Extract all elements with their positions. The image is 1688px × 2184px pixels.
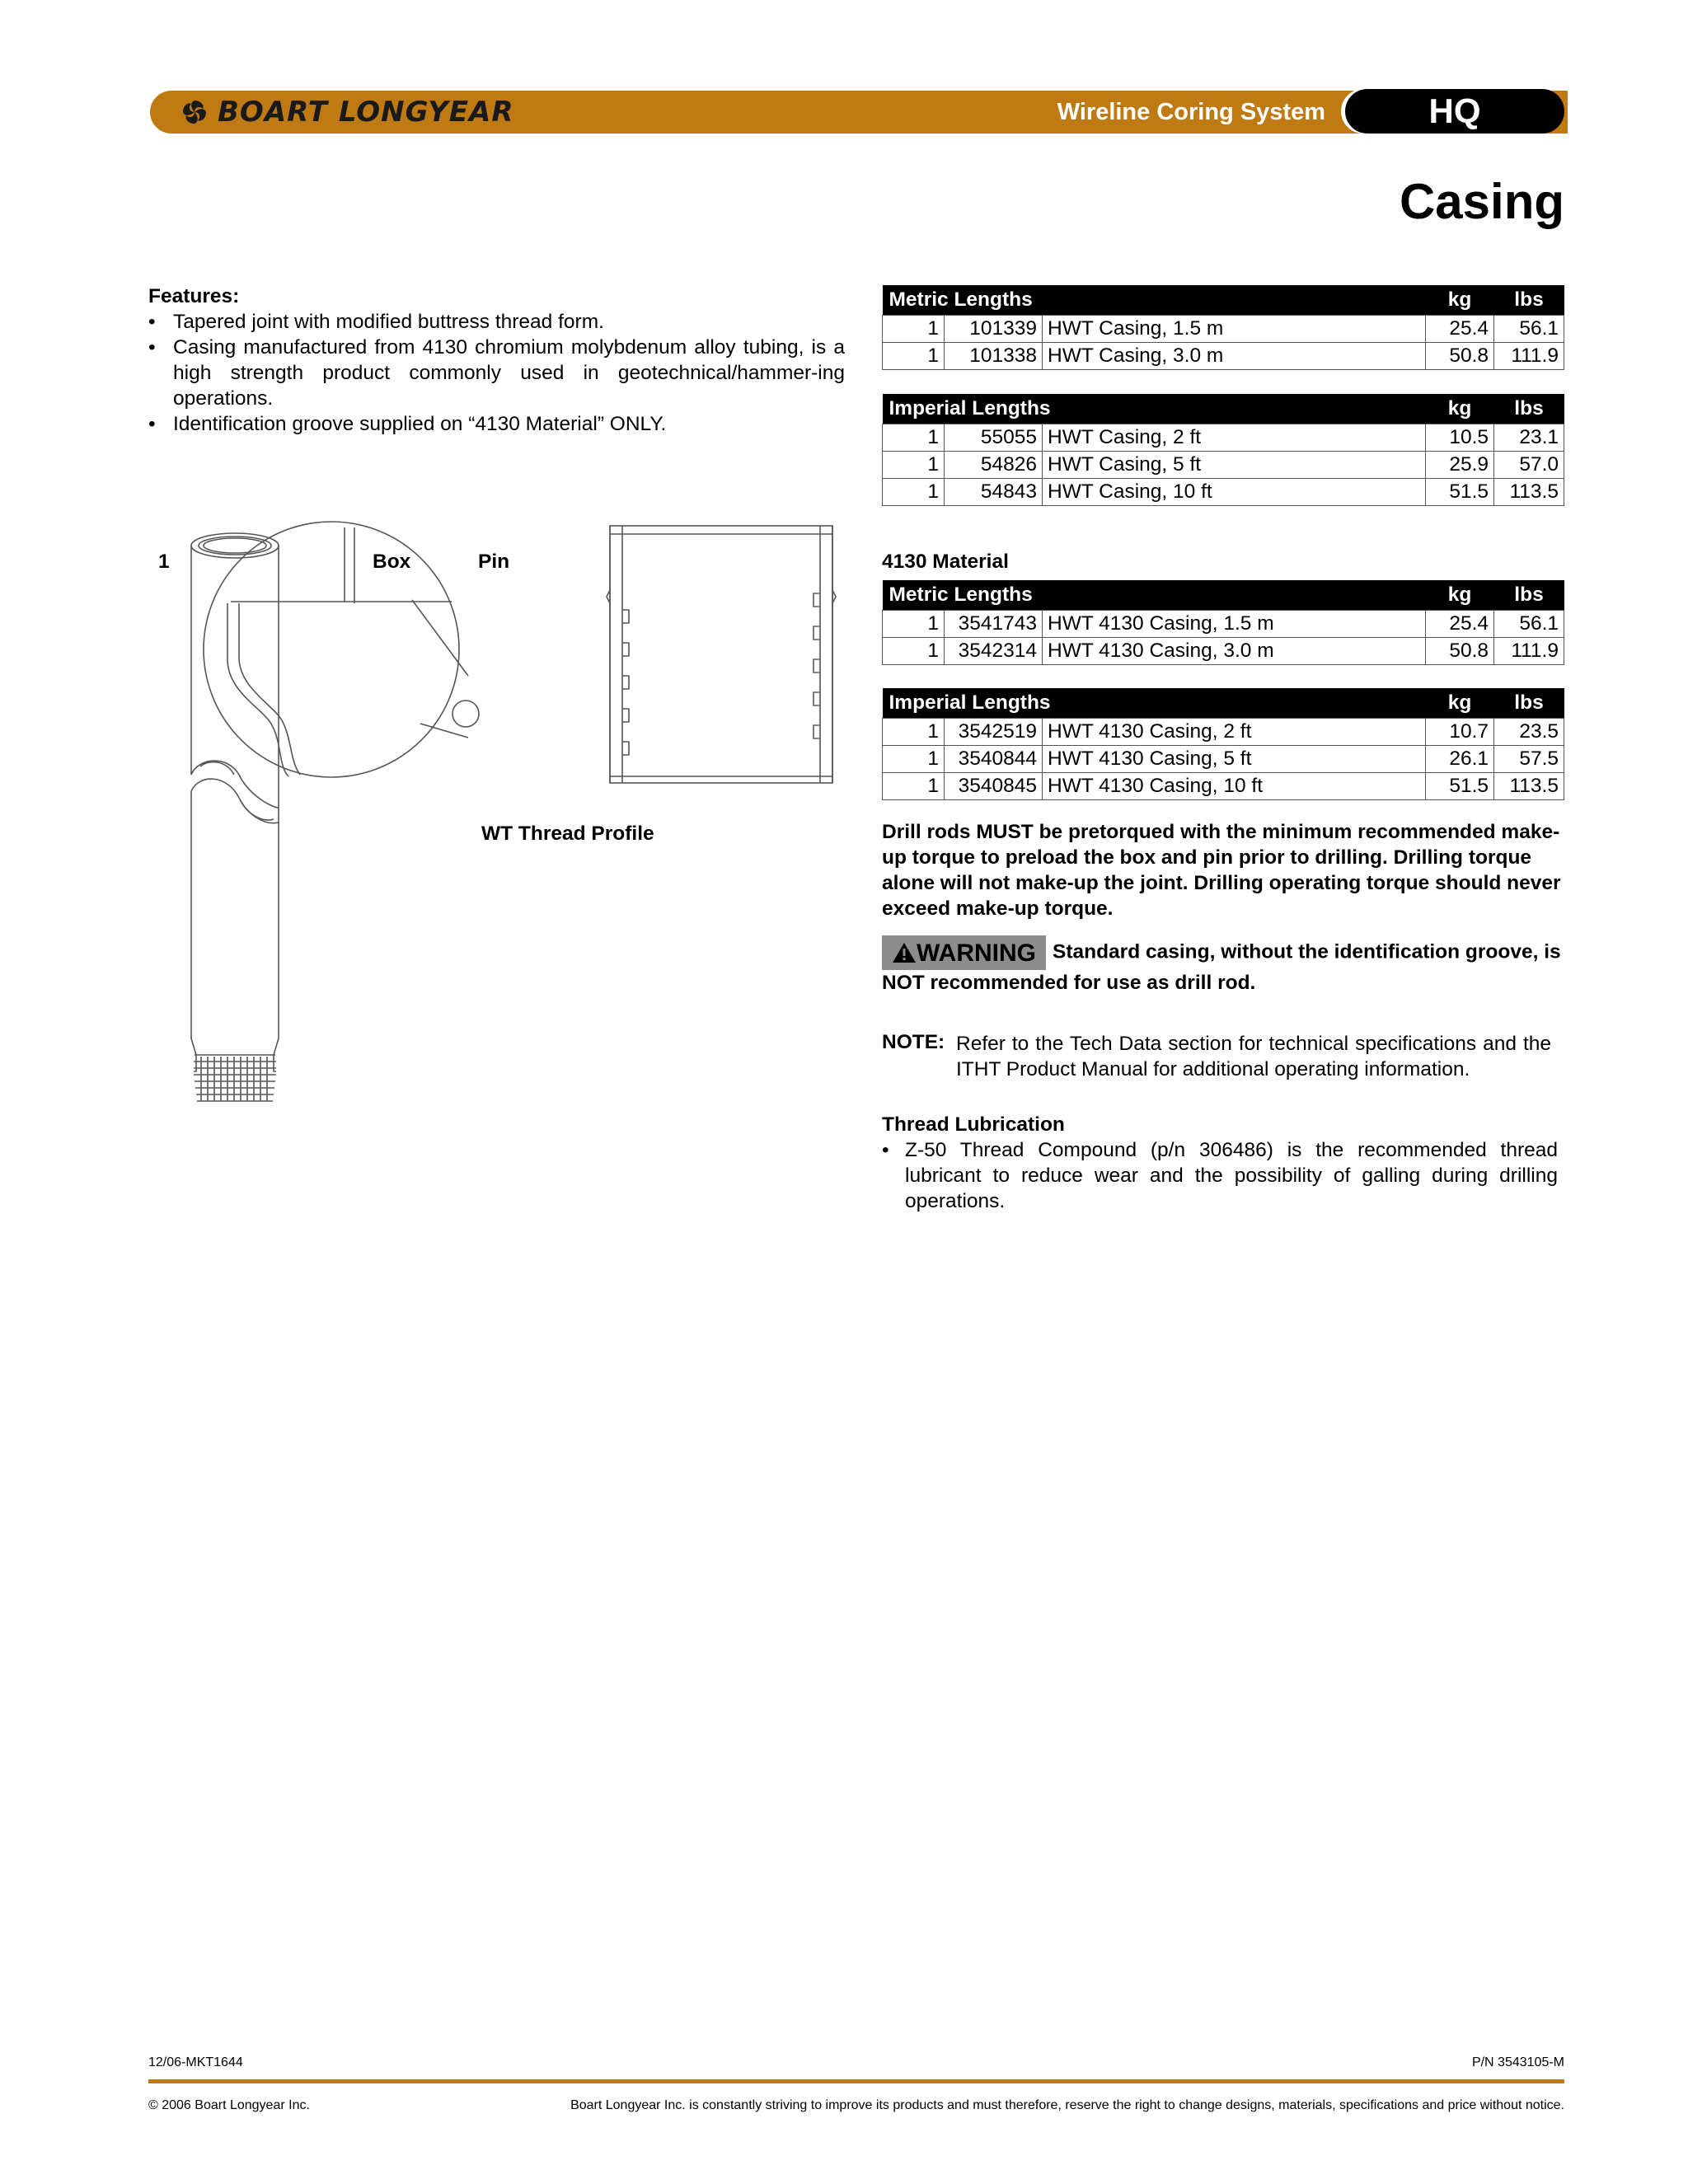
qty-cell: 1: [883, 638, 945, 665]
description-cell: HWT Casing, 5 ft: [1043, 452, 1426, 479]
qty-cell: 1: [883, 424, 945, 452]
description-cell: HWT 4130 Casing, 5 ft: [1043, 746, 1426, 773]
description-cell: HWT Casing, 10 ft: [1043, 479, 1426, 506]
lbs-cell: 111.9: [1494, 343, 1564, 370]
qty-cell: 1: [883, 479, 945, 506]
lbs-cell: 56.1: [1494, 316, 1564, 343]
part-number-cell: 101339: [945, 316, 1043, 343]
thread-profile-caption: WT Thread Profile: [481, 823, 654, 845]
kg-header: kg: [1426, 688, 1494, 719]
table-row: [883, 611, 1564, 638]
copyright: © 2006 Boart Longyear Inc.: [148, 2098, 310, 2112]
part-number: P/N 3543105-M: [1471, 2055, 1564, 2069]
description-cell: HWT Casing, 2 ft: [1043, 424, 1426, 452]
table-row: [883, 479, 1564, 506]
page-title: Casing: [1399, 174, 1564, 229]
note-text: Refer to the Tech Data section for technical specifications and the ITHT Product Manual for additional operating information.: [956, 1033, 1551, 1080]
brand-name: BOART LONGYEAR: [218, 96, 514, 129]
note-label: NOTE:: [882, 1031, 945, 1053]
lbs-header: lbs: [1494, 394, 1564, 424]
lbs-header: lbs: [1494, 285, 1564, 316]
pin-label: Pin: [478, 551, 510, 573]
kg-cell: 50.8: [1426, 638, 1494, 665]
table-row: [883, 638, 1564, 665]
part-number-cell: 55055: [945, 424, 1043, 452]
thread-lubrication-section: [882, 1112, 1558, 1214]
table-row: [883, 452, 1564, 479]
kg-cell: 25.4: [1426, 611, 1494, 638]
lbs-cell: 57.5: [1494, 746, 1564, 773]
qty-cell: 1: [883, 719, 945, 746]
lbs-cell: 113.5: [1494, 773, 1564, 800]
table-row: [883, 424, 1564, 452]
features-heading: Features:: [148, 285, 240, 307]
description-cell: HWT 4130 Casing, 1.5 m: [1043, 611, 1426, 638]
warning-icon: [892, 942, 917, 963]
kg-header: kg: [1426, 580, 1494, 611]
description-cell: HWT Casing, 1.5 m: [1043, 316, 1426, 343]
lbs-header: lbs: [1494, 688, 1564, 719]
table-row: [883, 746, 1564, 773]
brand-logo: [180, 93, 514, 131]
part-number-cell: 3540844: [945, 746, 1043, 773]
imperial-4130-table: [882, 688, 1564, 800]
part-number-cell: 101338: [945, 343, 1043, 370]
part-number-cell: 3540845: [945, 773, 1043, 800]
system-name: Wireline Coring System: [1057, 99, 1325, 125]
table-row: [883, 719, 1564, 746]
part-number-cell: 3541743: [945, 611, 1043, 638]
casing-illustration: [148, 511, 857, 1104]
warning-badge: [882, 935, 1046, 970]
feature-item: • Tapered joint with modified buttress thread form.: [148, 309, 845, 335]
lbs-cell: 23.1: [1494, 424, 1564, 452]
table-row: [883, 773, 1564, 800]
kg-cell: 25.4: [1426, 316, 1494, 343]
part-number-cell: 3542519: [945, 719, 1043, 746]
kg-cell: 51.5: [1426, 479, 1494, 506]
description-cell: HWT Casing, 3.0 m: [1043, 343, 1426, 370]
feature-item: • Casing manufactured from 4130 chromium molybdenum alloy tubing, is a high strength product commonly used in geotechnical/hammer-ing operations.: [148, 335, 845, 411]
material-heading: 4130 Material: [882, 551, 1009, 573]
lbs-cell: 57.0: [1494, 452, 1564, 479]
warning-text: Standard casing, without the identification groove, is NOT recommended for use as drill rod.: [882, 940, 1561, 994]
disclaimer: Boart Longyear Inc. is constantly striving to improve its products and must therefore, reserve the right to change designs, materials, specifications and price without notice.: [570, 2098, 1564, 2112]
kg-cell: 10.7: [1426, 719, 1494, 746]
kg-header: kg: [1426, 394, 1494, 424]
warning-block: [882, 935, 1566, 996]
qty-cell: 1: [883, 452, 945, 479]
box-label: Box: [373, 551, 411, 573]
features-section: [148, 284, 845, 437]
item-number: 1: [158, 551, 170, 573]
qty-cell: 1: [883, 773, 945, 800]
kg-header: kg: [1426, 285, 1494, 316]
qty-cell: 1: [883, 611, 945, 638]
lbs-cell: 113.5: [1494, 479, 1564, 506]
description-cell: HWT 4130 Casing, 10 ft: [1043, 773, 1426, 800]
table-row: [883, 343, 1564, 370]
part-number-cell: 3542314: [945, 638, 1043, 665]
warning-badge-label: WARNING: [917, 940, 1036, 967]
size-badge: HQ: [1345, 89, 1564, 134]
lbs-header: lbs: [1494, 580, 1564, 611]
table-title: Imperial Lengths: [883, 394, 1426, 424]
imperial-lengths-table: [882, 394, 1564, 506]
metric-lengths-table: [882, 285, 1564, 370]
lubrication-heading: Thread Lubrication: [882, 1113, 1065, 1136]
qty-cell: 1: [883, 343, 945, 370]
metric-4130-table: [882, 580, 1564, 665]
table-title: Metric Lengths: [883, 285, 1426, 316]
kg-cell: 50.8: [1426, 343, 1494, 370]
torque-paragraph: Drill rods MUST be pretorqued with the minimum recommended make-up torque to preload the box and pin prior to drilling. Drilling torque alone will not make-up the joint. Drilling operating torque should never exceed make-up torque.: [882, 821, 1561, 920]
qty-cell: 1: [883, 746, 945, 773]
description-cell: HWT 4130 Casing, 3.0 m: [1043, 638, 1426, 665]
kg-cell: 10.5: [1426, 424, 1494, 452]
kg-cell: 26.1: [1426, 746, 1494, 773]
lubrication-item: • Z-50 Thread Compound (p/n 306486) is the recommended thread lubricant to reduce wear and the possibility of galling during drilling operations.: [882, 1137, 1558, 1214]
table-row: [883, 316, 1564, 343]
qty-cell: 1: [883, 316, 945, 343]
table-title: Metric Lengths: [883, 580, 1426, 611]
lbs-cell: 56.1: [1494, 611, 1564, 638]
doc-code: 12/06-MKT1644: [148, 2055, 243, 2069]
table-title: Imperial Lengths: [883, 688, 1426, 719]
part-number-cell: 54843: [945, 479, 1043, 506]
kg-cell: 51.5: [1426, 773, 1494, 800]
logo-icon: [180, 97, 209, 127]
footer-rule: [148, 2079, 1564, 2083]
part-number-cell: 54826: [945, 452, 1043, 479]
lbs-cell: 111.9: [1494, 638, 1564, 665]
kg-cell: 25.9: [1426, 452, 1494, 479]
feature-item: • Identification groove supplied on “4130 Material” ONLY.: [148, 411, 845, 437]
lbs-cell: 23.5: [1494, 719, 1564, 746]
description-cell: HWT 4130 Casing, 2 ft: [1043, 719, 1426, 746]
